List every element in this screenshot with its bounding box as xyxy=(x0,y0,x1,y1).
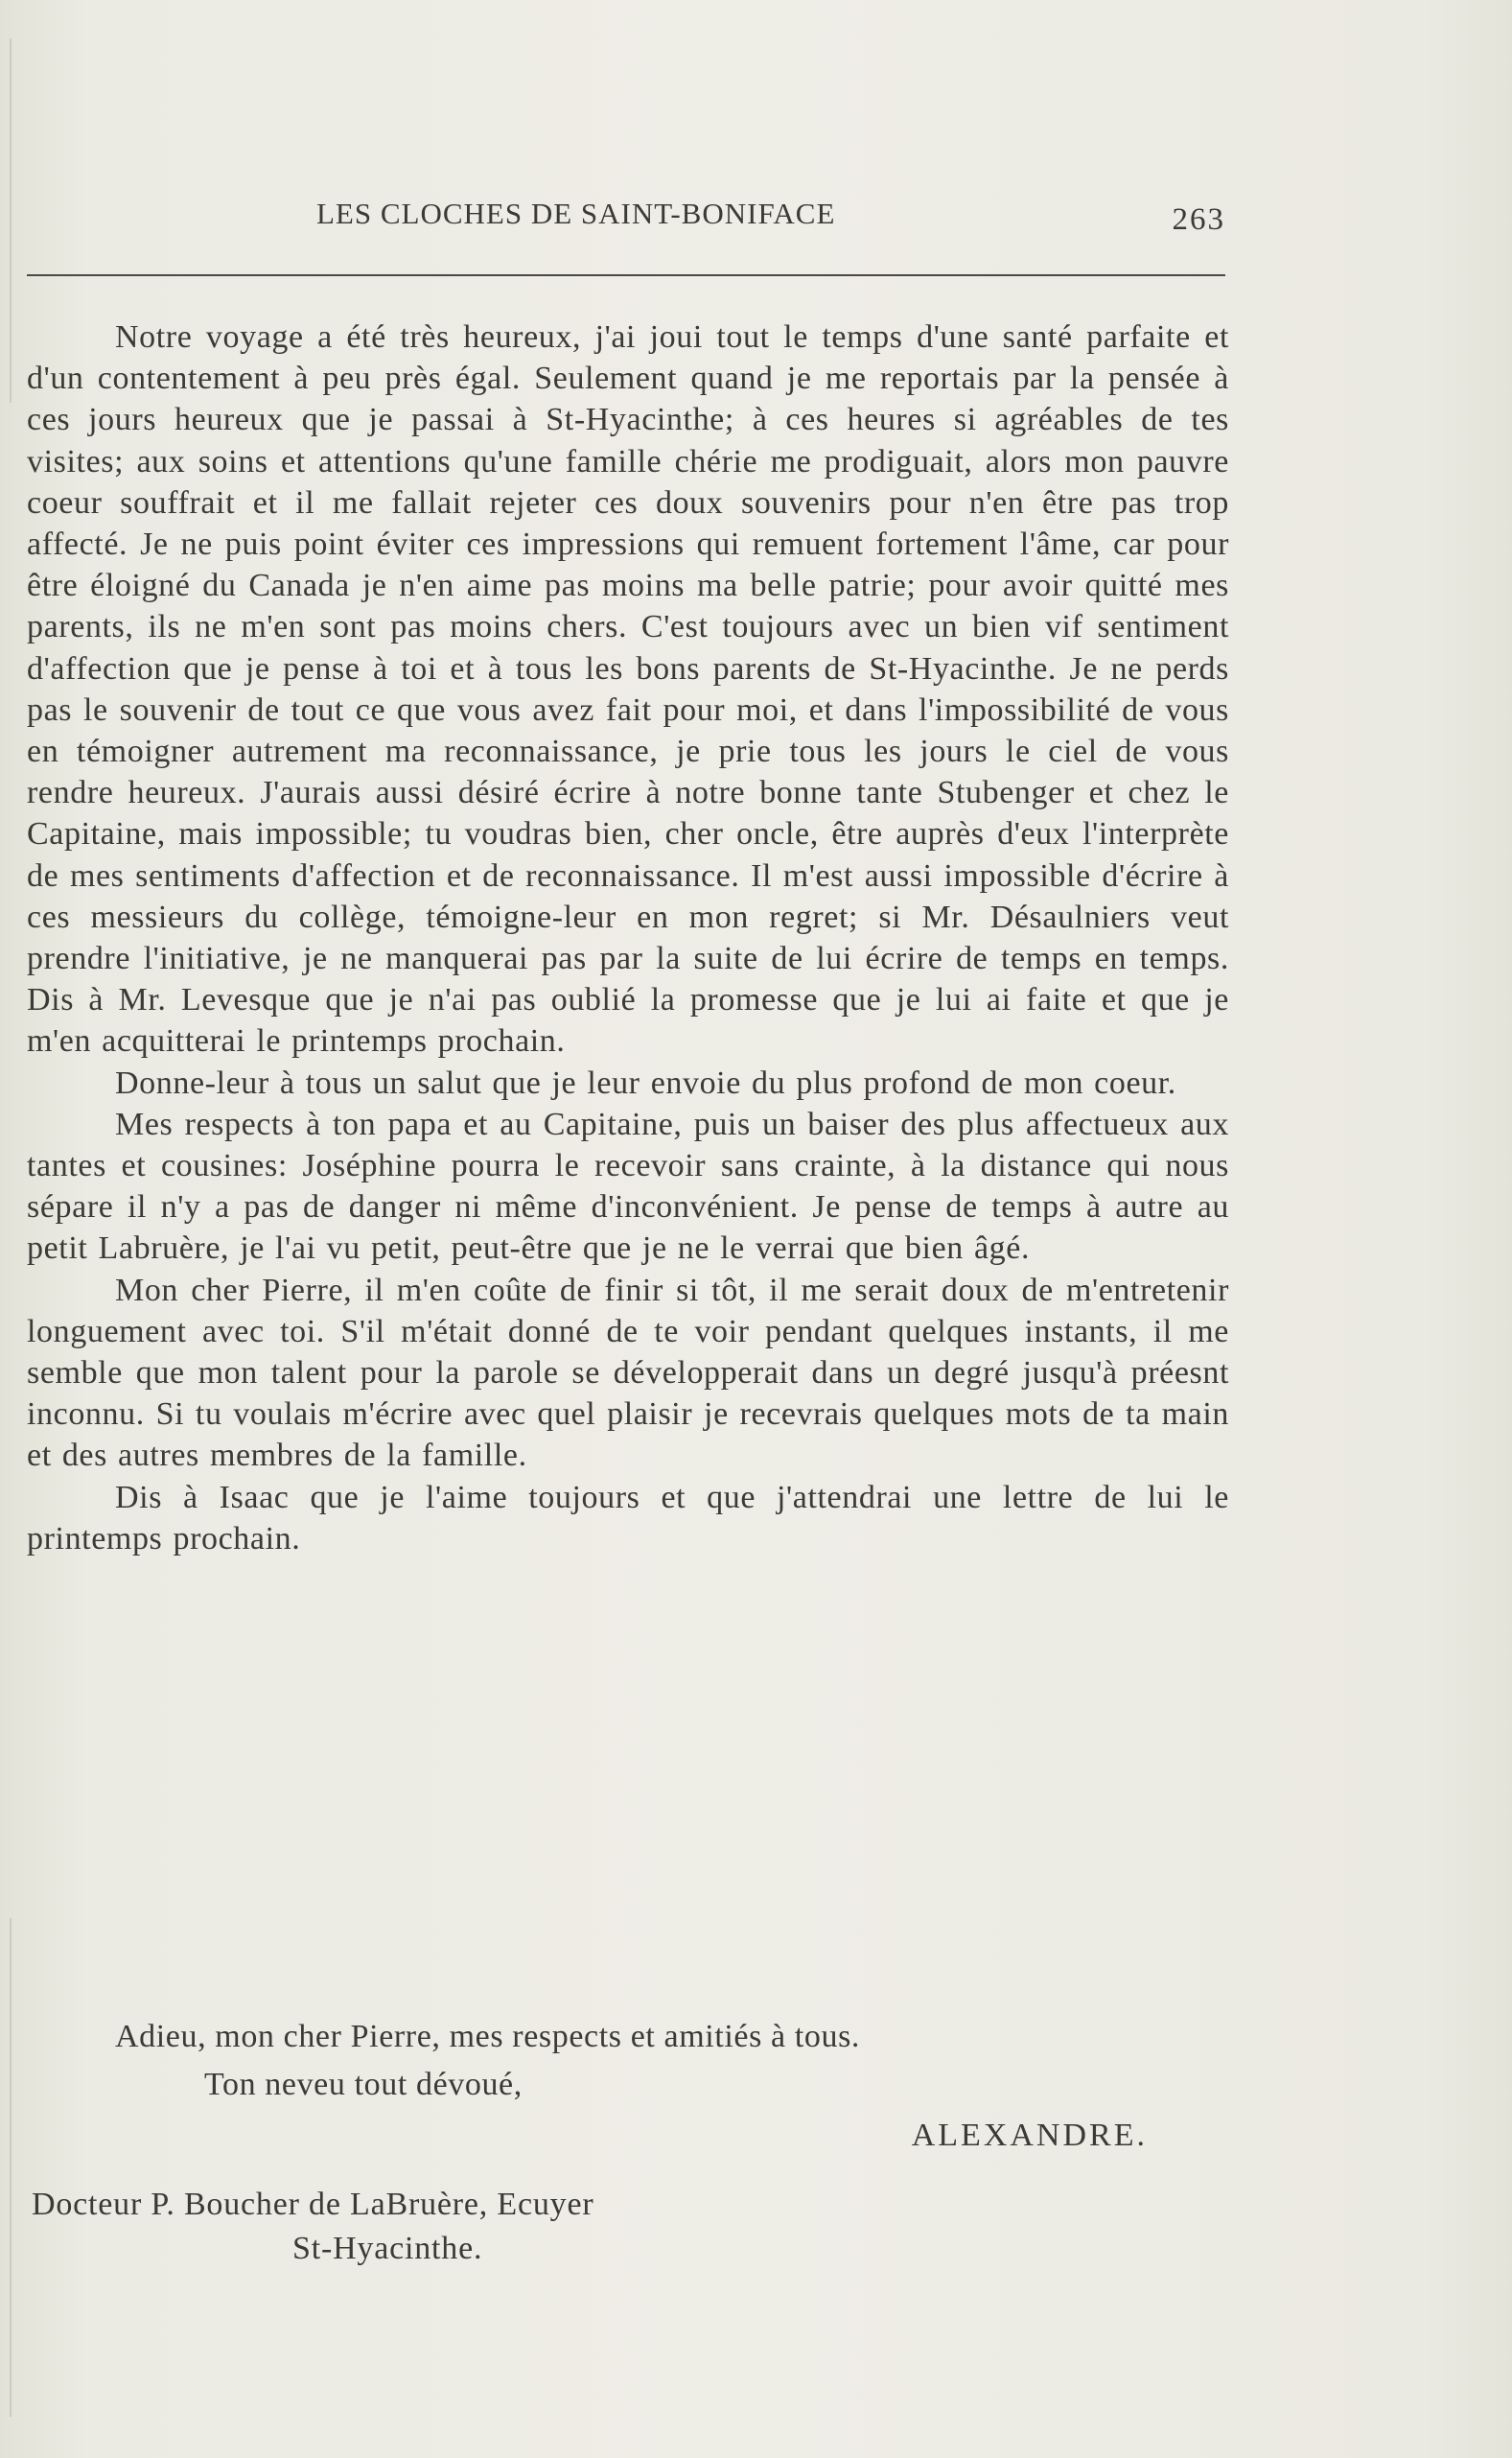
closing-adieu: Adieu, mon cher Pierre, mes respects et amitiés à tous. xyxy=(115,2019,860,2054)
running-title: LES CLOCHES DE SAINT-BONIFACE xyxy=(316,197,836,230)
letter-body xyxy=(27,316,1229,1559)
page-header xyxy=(316,197,1225,245)
paragraph: Dis à Isaac que je l'aime toujours et que j'attendrai une lettre de lui le printemps prochain. xyxy=(27,1479,1229,1557)
page-number: 263 xyxy=(1172,202,1225,237)
addressee-place: St-Hyacinthe. xyxy=(292,2231,483,2266)
addressee-block xyxy=(32,2183,593,2271)
signature: ALEXANDRE. xyxy=(911,2118,1148,2153)
page-edge-shadow xyxy=(10,38,12,403)
closing-salutation: Ton neveu tout dévoué, xyxy=(204,2067,523,2102)
header-rule xyxy=(27,274,1225,276)
paragraph: Notre voyage a été très heureux, j'ai joui tout le temps d'une santé parfaite et d'un contentement à peu près égal. Seulement quand je me reportais par la pensée à ces jours heureux que je passai à St-Hyacinthe; à ces heures si agréables de tes visites; aux soins et attentions qu'une famille chérie me prodiguait, alors mon pauvre coeur souffrait et il me fallait rejeter ces doux souvenirs pour n'en être pas trop affecté. Je ne puis point éviter ces impressions qui remuent fortement l'âme, car pour être éloigné du Canada je n'en aime pas moins ma belle patrie; pour avoir quitté mes parents, ils ne m'en sont pas moins chers. C'est toujours avec un bien vif sentiment d'affection que je pense à toi et à tous les bons parents de St-Hyacinthe. Je ne perds pas le souvenir de tout ce que vous avez fait pour moi, et dans l'impossibilité de vous en témoigner autrement ma reconnaissance, je prie tous les jours le ciel de vous rendre heureux. J'aurais aussi désiré écrire à notre bonne tante Stubenger et chez le Capitaine, mais impossible; tu voudras bien, cher oncle, être auprès d'eux l'interprète de mes sentiments d'affection et de reconnaissance. Il m'est aussi impossible d'écrire à ces messieurs du collège, témoigne-leur en mon regret; si Mr. Désaulniers veut prendre l'initiative, je ne manquerai pas par la suite de lui écrire de temps en temps. Dis à Mr. Levesque que je n'ai pas oublié la promesse que je lui ai faite et que je m'en acquitterai le printemps prochain. xyxy=(27,319,1229,1060)
page-edge-shadow xyxy=(10,1918,12,2417)
paragraph: Mon cher Pierre, il m'en coûte de finir si tôt, il me serait doux de m'entretenir longuement avec toi. S'il m'était donné de te voir pendant quelques instants, il me semble que mon talent pour la parole se développerait dans un degré jusqu'à préesnt inconnu. Si tu voulais m'écrire avec quel plaisir je recevrais quelques mots de ta main et des autres membres de la famille. xyxy=(27,1272,1229,1474)
addressee-name: Docteur P. Boucher de LaBruère, Ecuyer xyxy=(32,2187,594,2222)
paragraph: Mes respects à ton papa et au Capitaine, puis un baiser des plus affectueux aux tantes et cousines: Joséphine pourra le recevoir sans crainte, à la distance qui nous sépare il n'y a pas de danger ni même d'inconvénient. Je pense de temps à autre au petit Labruère, je l'ai vu petit, peut-être que je ne le verrai que bien âgé. xyxy=(27,1106,1229,1267)
paragraph: Donne-leur à tous un salut que je leur envoie du plus profond de mon coeur. xyxy=(115,1065,1176,1101)
